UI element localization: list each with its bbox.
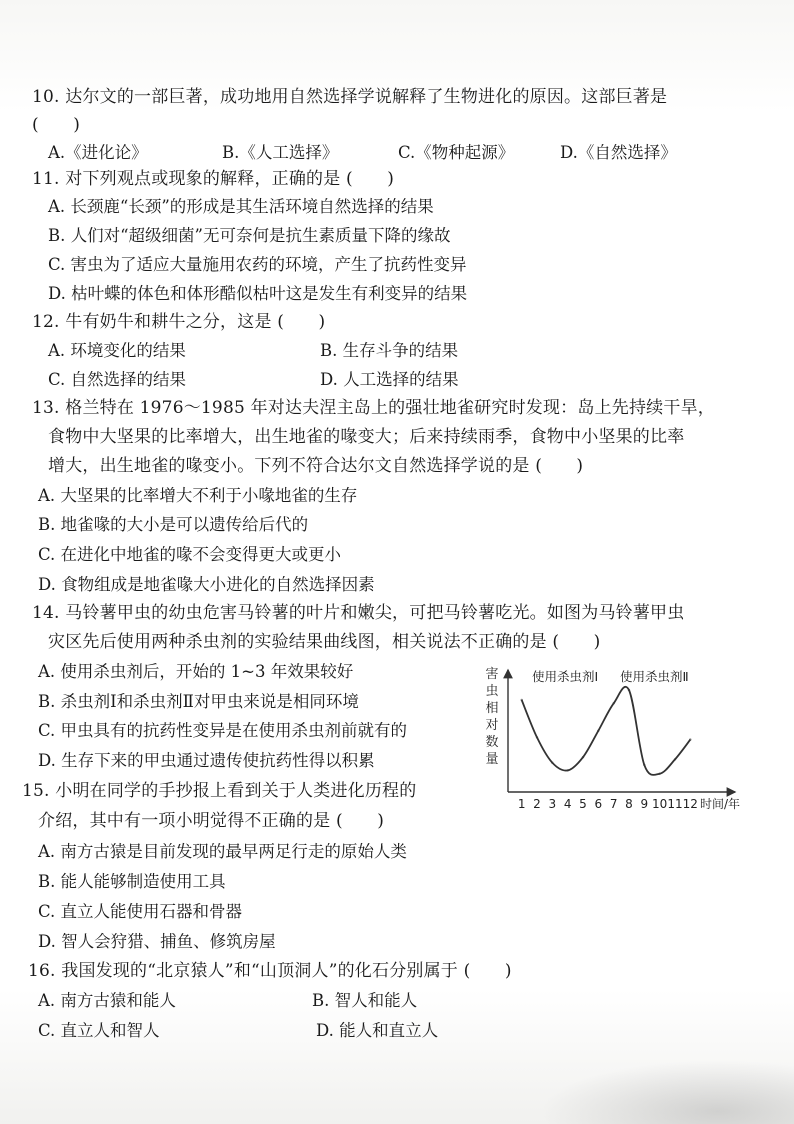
q13-stem-line2: 食物中大坚果的比率增大，出生地雀的喙变大；后来持续雨季，食物中小坚果的比率 bbox=[48, 427, 685, 447]
q16-option-a: A. 南方古猿和能人 bbox=[38, 991, 176, 1010]
q12-option-d: D. 人工选择的结果 bbox=[320, 370, 459, 389]
x-tick-label-1: 1 bbox=[517, 797, 526, 811]
q12-option-b: B. 生存斗争的结果 bbox=[320, 341, 459, 360]
q14-stem-line1: 14. 马铃薯甲虫的幼虫危害马铃薯的叶片和嫩尖，可把马铃薯吃光。如图为马铃薯甲虫 bbox=[32, 603, 685, 623]
data-point-year-1 bbox=[521, 699, 523, 701]
q10-stem-line2: ( ) bbox=[32, 115, 81, 135]
q13-stem-line3: 增大，出生地雀的喙变小。下列不符合达尔文自然选择学说的是 ( ) bbox=[48, 456, 584, 476]
data-point-year-2 bbox=[536, 736, 538, 738]
x-tick-label-11: 11 bbox=[667, 797, 683, 811]
scan-smudge bbox=[540, 1060, 794, 1124]
q13-option-d: D. 食物组成是地雀喙大小进化的自然选择因素 bbox=[38, 575, 375, 594]
data-point-year-10 bbox=[659, 773, 661, 775]
chart-canvas bbox=[480, 664, 750, 814]
q15-option-d: D. 智人会狩猎、捕鱼、修筑房屋 bbox=[38, 932, 276, 951]
q12-stem: 12. 牛有奶牛和耕牛之分，这是 ( ) bbox=[32, 312, 326, 332]
q11-option-b: B. 人们对“超级细菌”无可奈何是抗生素质量下降的缘故 bbox=[48, 226, 451, 245]
q16-option-d: D. 能人和直立人 bbox=[316, 1021, 439, 1040]
data-point-year-6 bbox=[597, 730, 599, 732]
q13-option-a: A. 大坚果的比率增大不利于小喙地雀的生存 bbox=[38, 486, 358, 505]
q15-option-c: C. 直立人能使用石器和骨器 bbox=[38, 902, 243, 921]
q14-option-d: D. 生存下来的甲虫通过遗传使抗药性得以积累 bbox=[38, 751, 375, 770]
q14-option-a: A. 使用杀虫剂后，开始的 1~3 年效果较好 bbox=[38, 662, 354, 681]
x-tick-label-5: 5 bbox=[579, 797, 587, 811]
q13-option-c: C. 在进化中地雀的喙不会变得更大或更小 bbox=[38, 545, 342, 564]
q11-option-d: D. 枯叶蝶的体色和体形酷似枯叶这是发生有利变异的结果 bbox=[48, 284, 468, 303]
q10-option-b: B.《人工选择》 bbox=[222, 143, 339, 162]
q13-stem-line1: 13. 格兰特在 1976～1985 年对达夫涅主岛上的强壮地雀研究时发现：岛上先持续干旱， bbox=[32, 398, 715, 418]
data-point-year-8 bbox=[628, 689, 630, 691]
q10-option-a: A.《进化论》 bbox=[48, 143, 148, 162]
annotation-insecticide-1: 使用杀虫剂Ⅰ bbox=[532, 669, 599, 684]
x-tick-label-6: 6 bbox=[594, 797, 603, 811]
data-point-year-9 bbox=[643, 764, 645, 766]
x-axis-label: 时间/年 bbox=[699, 797, 741, 811]
x-tick-label-4: 4 bbox=[563, 797, 572, 811]
data-point-year-11 bbox=[674, 758, 676, 760]
data-point-year-5 bbox=[582, 756, 584, 758]
q11-option-a: A. 长颈鹿“长颈”的形成是其生活环境自然选择的结果 bbox=[48, 197, 434, 216]
pest-population-chart bbox=[480, 664, 750, 814]
data-point-year-4 bbox=[567, 769, 569, 771]
q10-stem-line1: 10. 达尔文的一部巨著，成功地用自然选择学说解释了生物进化的原因。这部巨著是 bbox=[32, 87, 668, 107]
q14-stem-line2: 灾区先后使用两种杀虫剂的实验结果曲线图，相关说法不正确的是 ( ) bbox=[48, 632, 601, 652]
q12-option-a: A. 环境变化的结果 bbox=[48, 341, 186, 360]
x-tick-label-10: 10 bbox=[652, 797, 668, 811]
q12-option-c: C. 自然选择的结果 bbox=[48, 370, 187, 389]
q14-option-b: B. 杀虫剂Ⅰ和杀虫剂Ⅱ对甲虫来说是相同环境 bbox=[38, 692, 359, 711]
y-axis-label: 害虫相对数量 bbox=[485, 667, 499, 767]
x-tick-label-7: 7 bbox=[609, 797, 618, 811]
annotation-insecticide-2: 使用杀虫剂Ⅱ bbox=[620, 669, 689, 684]
q16-option-c: C. 直立人和智人 bbox=[38, 1021, 160, 1040]
data-point-year-7 bbox=[613, 702, 615, 704]
q10-option-d: D.《自然选择》 bbox=[560, 143, 677, 162]
q10-option-c: C.《物种起源》 bbox=[398, 143, 515, 162]
q15-stem-line1: 15. 小明在同学的手抄报上看到关于人类进化历程的 bbox=[22, 781, 417, 801]
q16-stem: 16. 我国发现的“北京猿人”和“山顶洞人”的化石分别属于 ( ) bbox=[28, 961, 512, 981]
q14-option-c: C. 甲虫具有的抗药性变异是在使用杀虫剂前就有的 bbox=[38, 721, 408, 740]
x-tick-label-2: 2 bbox=[533, 797, 541, 811]
q15-option-a: A. 南方古猿是目前发现的最早两足行走的原始人类 bbox=[38, 842, 407, 861]
x-tick-label-3: 3 bbox=[548, 797, 557, 811]
q13-option-b: B. 地雀喙的大小是可以遗传给后代的 bbox=[38, 515, 309, 534]
x-tick-label-8: 8 bbox=[625, 797, 633, 811]
q15-option-b: B. 能人能够制造使用工具 bbox=[38, 872, 226, 891]
series-line bbox=[522, 687, 691, 775]
q16-option-b: B. 智人和能人 bbox=[312, 991, 418, 1010]
data-point-year-12 bbox=[689, 738, 691, 740]
q11-option-c: C. 害虫为了适应大量施用农药的环境，产生了抗药性变异 bbox=[48, 255, 467, 274]
data-point-year-3 bbox=[551, 762, 553, 764]
x-tick-label-9: 9 bbox=[640, 797, 649, 811]
q15-stem-line2: 介绍，其中有一项小明觉得不正确的是 ( ) bbox=[38, 811, 385, 831]
q11-stem: 11. 对下列观点或现象的解释，正确的是 ( ) bbox=[32, 169, 395, 189]
x-tick-label-12: 12 bbox=[682, 797, 698, 811]
